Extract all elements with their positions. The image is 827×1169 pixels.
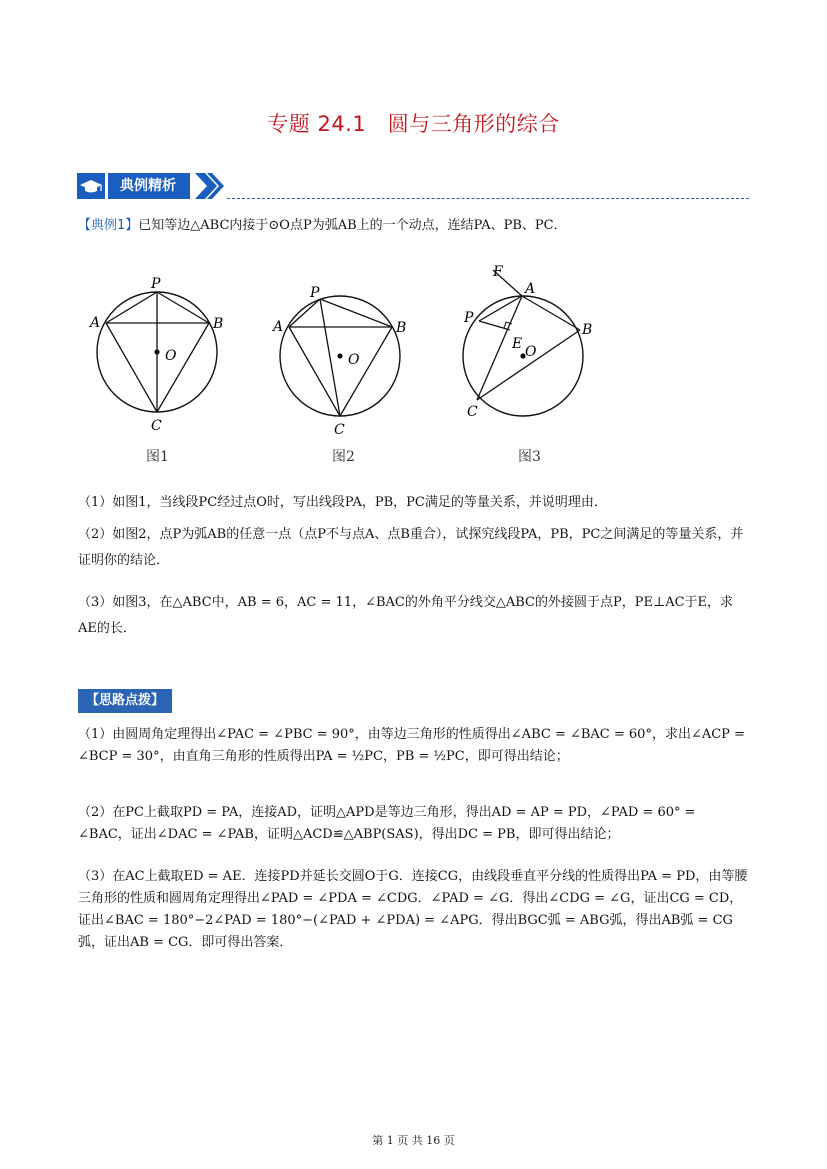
example-tag: 【典例1】 xyxy=(78,218,139,233)
page-footer: 第 1 页 共 16 页 xyxy=(372,1134,455,1147)
fig3-label-b: B xyxy=(582,322,593,338)
fig2-label-b: B xyxy=(396,320,407,336)
figure-2-caption: 图2 xyxy=(332,449,355,465)
fig1-label-o: O xyxy=(165,348,177,364)
figure-3 xyxy=(455,260,605,435)
fig1-label-a: A xyxy=(90,315,101,331)
fig2-label-p: P xyxy=(310,285,320,301)
solution-line-3: （3）在AC上截取ED = AE．连接PD并延长交圆O于G．连接CG，由线段垂直平分线的性质得出PA = PD，由等腰三角形的性质和圆周角定理得出∠PAD = ∠PDA = ∠CDG．∠PAD = ∠G．得出∠CDG = ∠G，证出CG = CD，证出∠BAC = 180°−2∠PAD = 180°−(∠PAD + ∠PDA) = ∠APG．得出BGC弧 = ABG弧，得出AB弧 = CG弧，证出AB = CG．即可得出答案． xyxy=(78,869,748,950)
fig1-label-p: P xyxy=(151,276,161,292)
fig3-label-a: A xyxy=(525,281,536,297)
figure-3-caption: 图3 xyxy=(518,449,541,465)
banner-label: 典例精析 xyxy=(108,173,190,199)
solution-line-2: （2）在PC上截取PD = PA，连接AD，证明△APD是等边三角形，得出AD = AP = PD，∠PAD = 60° = ∠BAC，证出∠DAC = ∠PAB，证明△ACD≌△ABP(SAS)，得出DC = PB，即可得出结论； xyxy=(78,805,696,842)
fig3-label-f: F xyxy=(493,264,503,280)
question-3: （3）如图3，在△ABC中，AB = 6，AC = 11，∠BAC的外角平分线交△ABC的外接圆于点P，PE⊥AC于E，求AE的长． xyxy=(78,595,734,636)
figure-1-caption: 图1 xyxy=(146,449,169,465)
example-text: 已知等边△ABC内接于⊙O点P为弧AB上的一个动点，连结PA、PB、PC． xyxy=(138,218,567,233)
fig1-label-c: C xyxy=(151,418,162,434)
banner-divider xyxy=(227,198,749,199)
fig3-label-c: C xyxy=(467,404,478,420)
fig3-label-o: O xyxy=(525,344,537,360)
fig2-label-c: C xyxy=(334,422,345,438)
fig2-label-o: O xyxy=(348,352,360,368)
example-stem xyxy=(78,213,749,239)
question-2: （2）如图2，点P为弧AB的任意一点（点P不与点A、点B重合），试探究线段PA，PB，PC之间满足的等量关系，并证明你的结论． xyxy=(78,527,744,568)
fig1-label-b: B xyxy=(213,316,224,332)
fig3-label-p: P xyxy=(464,310,474,326)
fig2-label-a: A xyxy=(273,319,284,335)
question-1: （1）如图1，当线段PC经过点O时，写出线段PA，PB，PC满足的等量关系，并说明理由． xyxy=(78,495,607,510)
solution-line-1: （1）由圆周角定理得出∠PAC = ∠PBC = 90°，由等边三角形的性质得出∠ABC = ∠BAC = 60°，求出∠ACP = ∠BCP = 30°，由直角三角形的性质得出PA = ½PC，PB = ½PC，即可得出结论； xyxy=(78,727,745,764)
chevron-right-icon xyxy=(195,172,227,202)
figure-2 xyxy=(268,270,418,440)
solution-tag: 【思路点拨】 xyxy=(78,689,172,713)
graduation-cap-icon xyxy=(77,173,105,199)
figure-1 xyxy=(85,270,235,440)
page-title: 专题 24.1 圆与三角形的综合 xyxy=(267,112,560,136)
fig3-label-e: E xyxy=(512,336,523,352)
section-banner xyxy=(77,172,749,202)
